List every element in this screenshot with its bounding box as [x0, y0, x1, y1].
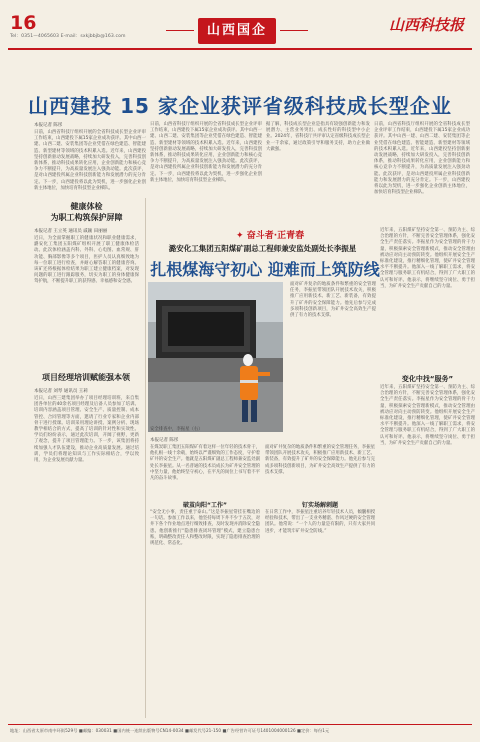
feature-byline: 本报记者 陈彤 — [150, 438, 179, 443]
article2-byline: 本报记者 刘琴 通讯员 王莉 — [34, 389, 88, 394]
article1-title-line2: 为职工构筑保护屏障 — [50, 213, 123, 222]
page-number: 16 — [10, 12, 37, 34]
lead-byline: 本报记者 陈彤 — [34, 123, 63, 128]
article1-title — [34, 201, 139, 223]
photo-caption: 安全排查中，李振星（右） — [150, 427, 203, 432]
box-text-top: 近年来，五阳煤矿坚持安全第一、预防为主、综合治理的方针，不断完善安全管理体系，强化安全生产责任落实。李振星作为安全管理的骨干力量，积极探索安全管理新模式，推动安全管理由被动应对向主动预防转变。他组织开展安全生产标准化建设，推行精细化管理，使矿井安全管理水平不断提升。他深入一线了解职工需求，将安全管理与服务职工有机结合，得到了广大职工的认可和好评。他表示，将继续坚守岗位、勇于担当，为矿井安全生产贡献自己的力量。 — [380, 228, 475, 289]
feature-text-4: 在日常工作中，李振星注重培养年轻技术人员，倾囊相授经验和技术，带出了一支业务精湛、作风过硬的安全管理团队。他常说：“一个人的力量是有限的，只有大家共同进步，才能筑牢矿井安全防线。” — [265, 510, 375, 534]
feature-title: 扎根煤海守初心 迎难而上筑防线 — [150, 260, 380, 279]
article2-title: 项目经理培训赋能强本领 — [42, 373, 130, 382]
footer-rule — [8, 724, 472, 725]
feature-text-3b: 面对矿井复杂的地质条件和繁重的安全管理任务，李振星带领团队开展技术攻关，积极推广应用新技术、新工艺、新装备，有效提升了矿井的安全保障能力。他先后参与完成多项科技创新项目，为矿井安全高效生产提供了有力的技术支撑。 — [265, 445, 375, 475]
section-banner: 山西国企 — [198, 18, 276, 44]
header-rule — [8, 48, 472, 50]
lead-text-col2: 日前，山西省科技厅组织开展的全省科技成长型企业评审工作结束，山西建投下属15家企业成功获评。其中山西一建、山西二建、安装集团等企业凭借在绿色建造、智能建造、新型建材等领域的技术积累入选。近年来，山西建投坚持创新驱动发展战略，持续加大研发投入，完善科技创新体系，推动科技成果转化应用，企业创新能力和核心竞争力不断提升，为高质量发展注入强劲动能。此次获评，是对山西建投所属企业科技创新能力和发展潜力的充分肯定。下一步，山西建投将以此为契机，进一步强化企业创新主体地位，加快培育科技型企业梯队。 — [150, 122, 262, 183]
box-title: 变化中找“服务” — [401, 375, 454, 383]
lead-text-col4: 日前，山西省科技厅组织开展的全省科技成长型企业评审工作结束，山西建投下属15家企业成功获评。其中山西一建、山西二建、安装集团等企业凭借在绿色建造、智能建造、新型建材等领域的技术积累入选。近年来，山西建投坚持创新驱动发展战略，持续加大研发投入，完善科技创新体系，推动科技成果转化应用，企业创新能力和核心竞争力不断提升，为高质量发展注入强劲动能。此次获评，是对山西建投所属企业科技创新能力和发展潜力的充分肯定。下一步，山西建投将以此为契机，进一步强化企业创新主体地位，加快培育科技型企业梯队。 — [374, 122, 470, 196]
feature-subtitle: 潞安化工集团五阳煤矿副总工程师兼安监处副处长李振星 — [168, 244, 357, 253]
box-text: 近年来，五阳煤矿坚持安全第一、预防为主、综合治理的方针，不断完善安全管理体系，强化安全生产责任落实。李振星作为安全管理的骨干力量，积极探索安全管理新模式，推动安全管理由被动应对向主动预防转变。他组织开展安全生产标准化建设，推行精细化管理，使矿井安全管理水平不断提升。他深入一线了解职工需求，将安全管理与服务职工有机结合，得到了广大职工的认可和好评。他表示，将继续坚守岗位、勇于担当，为矿井安全生产贡献自己的力量。 — [380, 385, 475, 446]
newspaper-logo: 山西科技报 — [388, 16, 464, 34]
feature-text-3: 面对矿井复杂的地质条件和繁重的安全管理任务，李振星带领团队开展技术攻关，积极推广应用新技术、新工艺、新装备，有效提升了矿井的安全保障能力。他先后参与完成多项科技创新项目，为矿井安全高效生产提供了有力的技术支撑。 — [290, 282, 376, 319]
feature-section-label: ✦ 奋斗者·正青春 — [236, 231, 305, 241]
article2-text: 近日，山西三建集团举办了项目经理培训班，来自集团各单位的40余名项目经理及后备人员参加了培训。培训内容涵盖项目管理、安全生产、质量控制、成本管控、合同管理等方面，邀请了行业专家和企业内部骨干进行授课。培训采用理论讲授、案例分析、现场教学相结合的方式，提高了培训的针对性和实效性。学员们纷纷表示，通过此次培训，开阔了视野，更新了观念，提升了项目管理能力。下一步，该集团将持续加强人才队伍建设，推动企业高质量发展。通过培训，学员们将理论知识与工作实际相结合，学以致用，为企业发展贡献力量。 — [34, 396, 139, 464]
article1-title-line1: 健康体检 — [70, 202, 103, 211]
lead-text-col3: 据了解，科技成长型企业是指具有较强创新能力和发展潜力、主营业务突出、成长性好的科技型中小企业。2024年，省科技厅共评审认定省级科技成长型企业一千余家，通过政策引导和服务支持，助力企业做大做强。 — [266, 122, 370, 152]
lead-headline: 山西建投 15 家企业获评省级科技成长型企业 — [28, 94, 452, 118]
contact-line: Tel：0351—4065603 E-mail：sxkjbbjb@163.com — [10, 34, 126, 39]
column-divider — [145, 198, 146, 718]
feature-text-2: “安全无小事，责任重于泰山。”这是李振星常挂在嘴边的一句话。参加工作以来，他坚持每周下井不少于五次，对井下各个作业地点进行细致排查，及时发现并消除安全隐患。他创新推行“隐患排查闭环管理”模式，建立隐患台账，明确整改责任人和整改时限，实现了隐患排查治理的规范化、常态化。 — [150, 510, 260, 547]
footer-info: 地址：山西省太原市南中环街529号 ■邮编：030031 ■国内统一连续出版物号CN14-0034 ■邮发代号21-150 ■广告经营许可证号1401004000126 ■定价：每份1元 — [10, 728, 330, 733]
feature-subhead-2: 钉实场解刺题 — [301, 502, 338, 509]
article1-text: 近日，为全面掌握职工的健康状况和职业健康需求，潞安化工集团五阳煤矿组织开展了职工健康体检活动。此次体检涵盖内科、外科、心电图、血常规、肝功能、胸部影像等多个项目，医护人员认真细致地为每一位职工进行检查，并耐心解答职工的健康咨询。该矿还将根据体检结果为职工建立健康档案，对发现问题的职工进行跟踪服务，切实为职工的身体健康保驾护航，不断提升职工的获得感、幸福感和安全感。 — [34, 236, 139, 285]
feature-text-1: 在煤炭职工集团五阳煤矿有着这样一位年轻的技术骨干，他扎根一线十余载，始终以严谨细致的工作态度，守护着矿井的安全生产。他就是五阳煤矿副总工程师兼安监处副处长李振星。从一名普通的技术员成长为矿井安全管理的中坚力量，他始终坚守初心，在平凡的岗位上书写着不平凡的奋斗故事。 — [150, 445, 260, 482]
lead-text-col1: 日前，山西省科技厅组织开展的全省科技成长型企业评审工作结束，山西建投下属15家企业成功获评。其中山西一建、山西二建、安装集团等企业凭借在绿色建造、智能建造、新型建材等领域的技术积累入选。近年来，山西建投坚持创新驱动发展战略，持续加大研发投入，完善科技创新体系，推动科技成果转化应用，企业创新能力和核心竞争力不断提升，为高质量发展注入强劲动能。此次获评，是对山西建投所属企业科技创新能力和发展潜力的充分肯定。下一步，山西建投将以此为契机，进一步强化企业创新主体地位，加快培育科技型企业梯队。 — [34, 130, 146, 191]
star-icon: ✦ — [236, 231, 244, 241]
feature-photo — [148, 282, 283, 432]
mine-scene-image — [148, 282, 283, 432]
feature-subhead-1: 破茧向阳“工作” — [183, 502, 227, 509]
article1-byline: 本报记者 王立英 通讯员 戚颖 田丽丽 — [34, 229, 108, 234]
